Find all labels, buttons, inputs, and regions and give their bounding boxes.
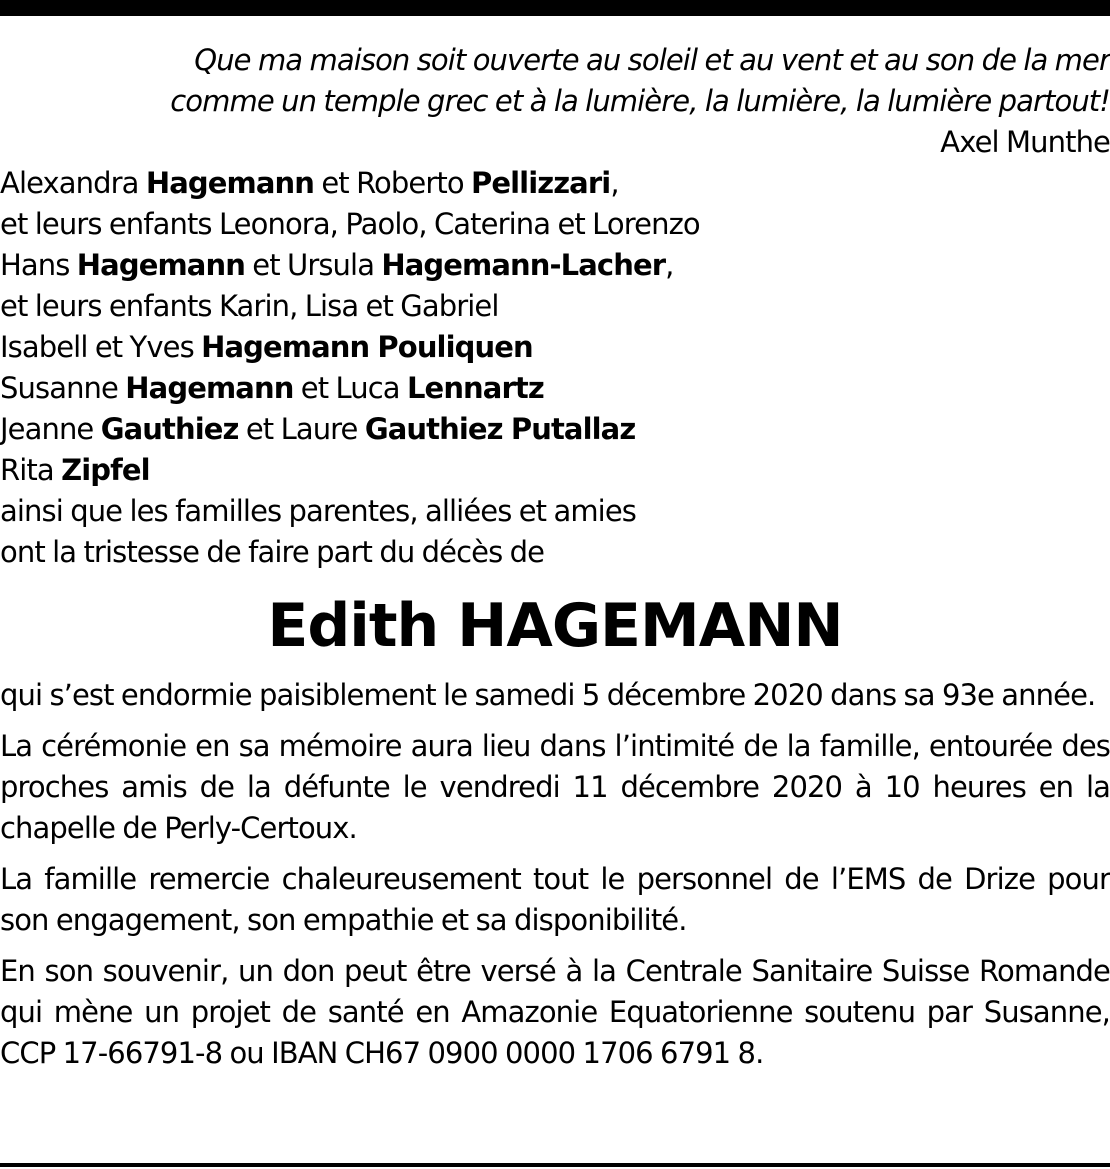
surname: Gauthiez Putallaz: [364, 412, 636, 446]
mourner-line: Hans Hagemann et Ursula Hagemann-Lacher,: [0, 248, 674, 282]
quote-line-1: Que ma maison soit ouverte au soleil et au vent et au son de la mer: [194, 43, 1110, 77]
mourner-line: et leurs enfants Leonora, Paolo, Caterina et Lorenzo: [0, 207, 700, 241]
surname: Hagemann: [145, 166, 315, 200]
quote-line-2: comme un temple grec et à la lumière, la lumière, la lumière partout!: [170, 84, 1110, 118]
obituary-notice: [0, 40, 1110, 1074]
surname: Hagemann Pouliquen: [201, 330, 533, 364]
paragraph-donation: En son souvenir, un don peut être versé à la Centrale Sanitaire Suisse Romande qui mène un projet de santé en Amazonie Equatorienne soutenu par Susanne, CCP 17-66791-8 ou IBAN CH67 0900 0000 1706 6791 8.: [0, 954, 1110, 1070]
deceased-name: Edith HAGEMANN: [267, 591, 843, 661]
bottom-border-rule: [0, 1163, 1110, 1167]
surname: Gauthiez: [100, 412, 239, 446]
epigraph-quote: [0, 40, 1110, 163]
mourner-line: Alexandra Hagemann et Roberto Pellizzari,: [0, 166, 619, 200]
mourner-line: Jeanne Gauthiez et Laure Gauthiez Putallaz: [0, 412, 636, 446]
mourner-line: Isabell et Yves Hagemann Pouliquen: [0, 330, 533, 364]
surname: Lennartz: [406, 371, 544, 405]
surname: Zipfel: [61, 453, 150, 487]
mourner-line: ainsi que les familles parentes, alliées et amies: [0, 494, 636, 528]
surname: Hagemann: [125, 371, 294, 405]
surname: Hagemann: [76, 248, 245, 282]
mourner-line: et leurs enfants Karin, Lisa et Gabriel: [0, 289, 499, 323]
mourner-line: Susanne Hagemann et Luca Lennartz: [0, 371, 544, 405]
paragraph-passing: qui s’est endormie paisiblement le samedi 5 décembre 2020 dans sa 93e année.: [0, 678, 1096, 712]
mourner-line: Rita Zipfel: [0, 453, 150, 487]
paragraph-thanks: La famille remercie chaleureusement tout le personnel de l’EMS de Drize pour son engagement, son empathie et sa disponibilité.: [0, 862, 1110, 937]
mourners-list: [0, 163, 1110, 573]
top-border-rule: [0, 0, 1110, 16]
surname: Hagemann-Lacher: [381, 248, 666, 282]
paragraph-ceremony: La cérémonie en sa mémoire aura lieu dans l’intimité de la famille, entourée des proches amis de la défunte le vendredi 11 décembre 2020 à 10 heures en la chapelle de Perly-Certoux.: [0, 729, 1110, 845]
mourner-line: ont la tristesse de faire part du décès de: [0, 535, 545, 569]
quote-author: Axel Munthe: [940, 125, 1110, 159]
surname: Pellizzari: [470, 166, 611, 200]
